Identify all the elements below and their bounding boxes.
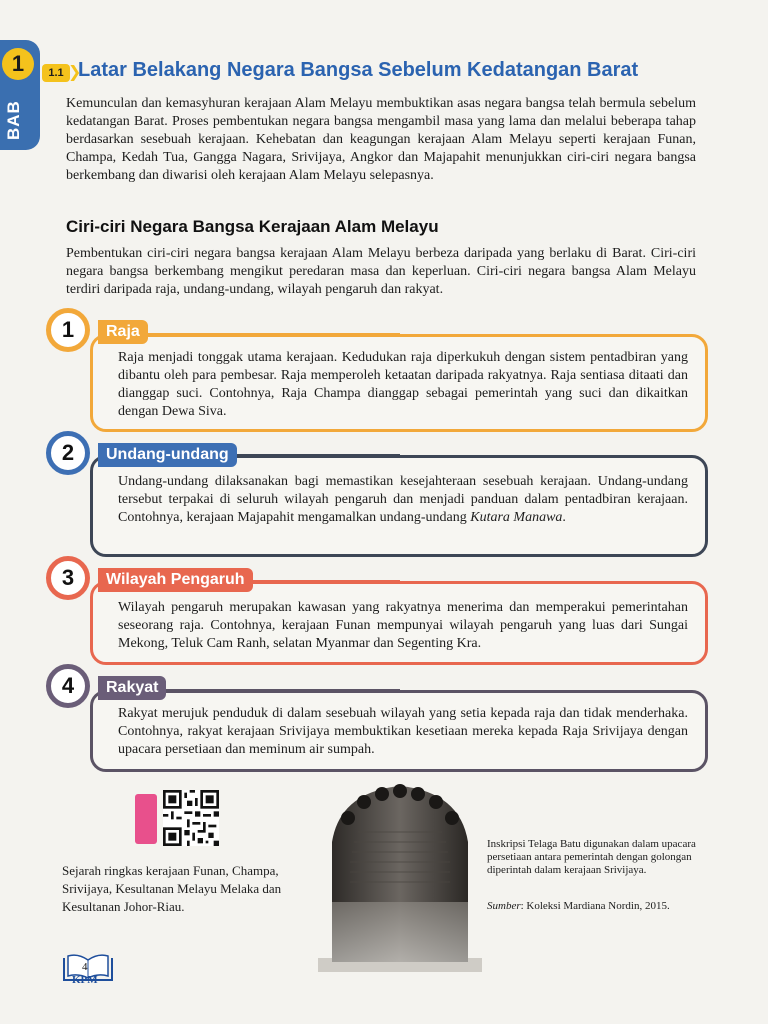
intro-paragraph: Kemunculan dan kemasyhuran kerajaan Alam Melayu membuktikan asas negara bangsa telah bermula sebelum kedatangan Barat. Proses pembentukan negara bangsa mengambil masa yang lama dan melalui beberapa tahap berdasarkan sesebuah kerajaan. Kehebatan dan keagungan kerajaan Alam Melayu seperti kerajaan Funan, Champa, Kedah Tua, Gangga Nagara, Srivijaya, Angkor dan Majapahit menunjukkan ciri-ciri negara bangsa berkembang dan diwarisi oleh kerajaan Alam Melayu selepasnya. [66, 96, 696, 183]
card-text-italic: Kutara Manawa [470, 510, 563, 525]
card-label-undang-undang: Undang-undang [98, 443, 237, 467]
card-number-4: 4 [46, 664, 90, 708]
phone-icon [135, 794, 157, 844]
qr-code-block[interactable] [135, 790, 225, 850]
card-label-wilayah-pengaruh: Wilayah Pengaruh [98, 568, 253, 592]
chapter-number: 1 [2, 48, 34, 80]
section-number-badge: 1.1 [42, 64, 70, 82]
image-caption: Inskripsi Telaga Batu digunakan dalam upacara persetiaan antara pemerintah dengan golongan diperintah dalam kerajaan Srivijaya. [487, 838, 696, 876]
page-number: 4 [82, 961, 88, 973]
card-number-2: 2 [46, 431, 90, 475]
image-source: Sumber: Koleksi Mardiana Nordin, 2015. [487, 900, 670, 912]
telaga-batu-inscription-image [318, 782, 482, 972]
card-label-raja: Raja [98, 320, 148, 344]
qr-code-icon[interactable] [163, 790, 219, 846]
card-text-wilayah-pengaruh: Wilayah pengaruh merupakan kawasan yang rakyatnya menerima dan memperakui pemerintahan seseorang raja. Contohnya, kerajaan Funan mempunyai wilayah pengaruh yang luas dari Sungai Mekong, Teluk Cam Ranh, selatan Myanmar dan Segenting Kra. [118, 600, 688, 651]
card-number-1: 1 [46, 308, 90, 352]
source-label: Sumber [487, 900, 521, 912]
card-text-raja: Raja menjadi tonggak utama kerajaan. Kedudukan raja diperkukuh dengan sistem pentadbiran yang dibantu oleh para pembesar. Raja memperoleh ketaatan daripada rakyatnya. Raja sentiasa ditaati dan dianggap suci. Contohnya, Raja Champa dianggap sebagai pemerintah yang suci dan dikaitkan dengan Dewa Siva. [118, 350, 688, 419]
qr-note: Sejarah ringkas kerajaan Funan, Champa, Srivijaya, Kesultanan Melayu Melaka dan Kesultanan Johor-Riau. [62, 863, 282, 914]
card-label-rakyat: Rakyat [98, 676, 166, 700]
subheading: Ciri-ciri Negara Bangsa Kerajaan Alam Melayu [66, 217, 439, 236]
subintro-paragraph: Pembentukan ciri-ciri negara bangsa kerajaan Alam Melayu berbeza daripada yang berlaku di Barat. Ciri-ciri negara bangsa berkembang mengikut peredaran masa dan keperluan. Ciri-ciri negara bangsa Alam Melayu terdiri daripada raja, undang-undang, wilayah pengaruh dan rakyat. [66, 246, 696, 297]
publisher-label: KPM [72, 974, 98, 986]
chapter-label: BAB [4, 100, 23, 140]
card-text-undang-undang: Undang-undang dilaksanakan bagi memastikan kesejahteraan sesebuah kerajaan. Undang-undang tersebut terpakai di seluruh wilayah pengaruh dan menjadi panduan dalam pentadbiran kerajaan. Contohnya, kerajaan Majapahit mengamalkan undang-undang Kutara Manawa. [118, 474, 688, 525]
chevron-right-icon: ❯ [68, 62, 82, 81]
section-title: Latar Belakang Negara Bangsa Sebelum Kedatangan Barat [78, 59, 639, 81]
card-number-3: 3 [46, 556, 90, 600]
card-text-rakyat: Rakyat merujuk penduduk di dalam sesebuah wilayah yang setia kepada raja dan tidak menderhaka. Contohnya, rakyat kerajaan Srivijaya membuktikan kesetiaan mereka kepada Raja Srivijaya dengan upacara persetiaan dan meminum air sumpah. [118, 706, 688, 757]
